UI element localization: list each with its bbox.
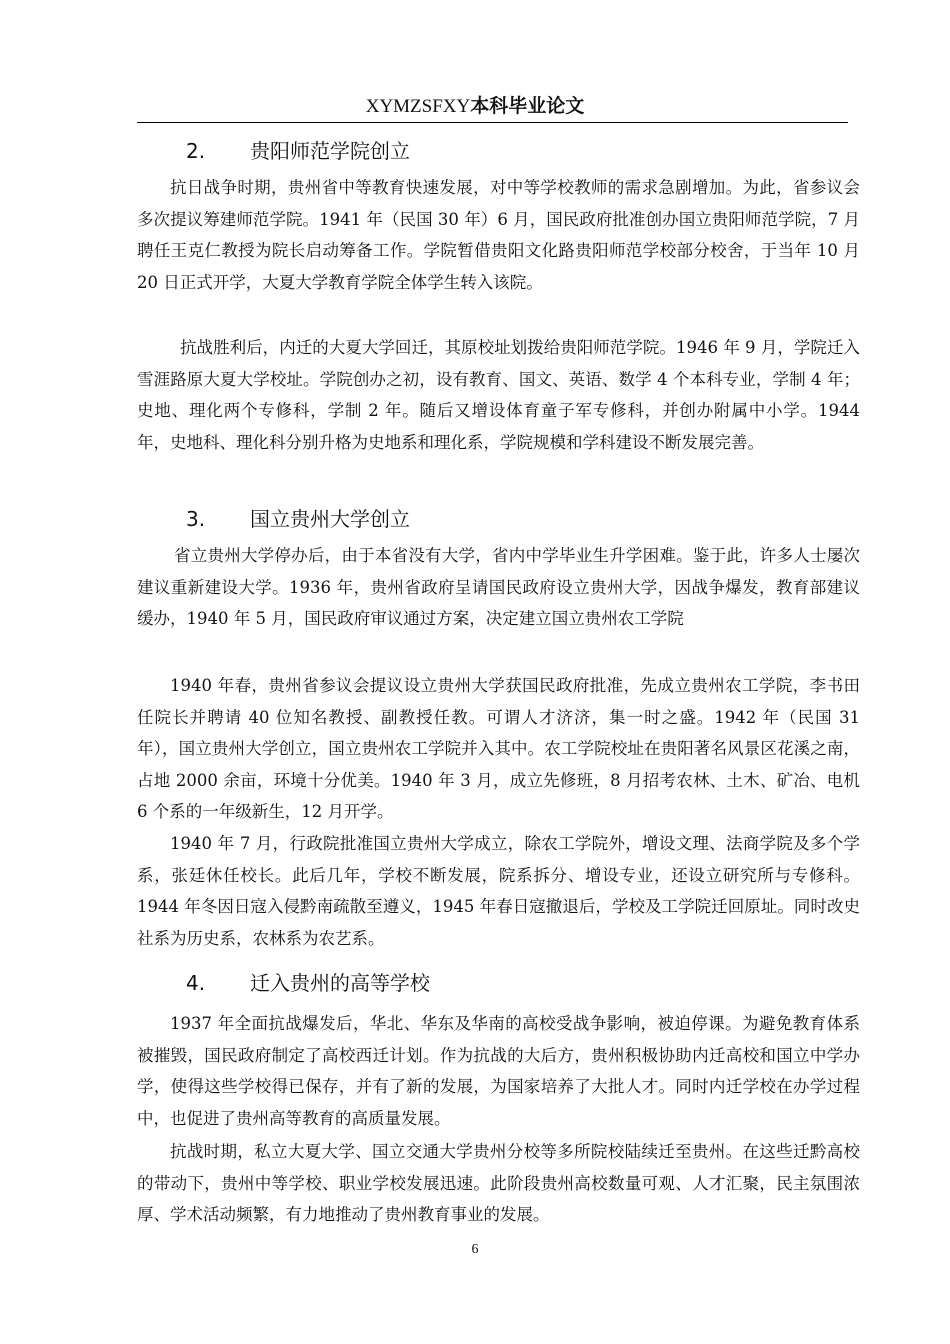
section-heading-4 bbox=[186, 970, 430, 996]
section-number: 4. bbox=[186, 971, 206, 995]
paragraph: 1940 年 7 月，行政院批准国立贵州大学成立，除农工学院外，增设文理、法商学院及多个学系，张廷休任校长。此后几年，学校不断发展，院系拆分、增设专业，还设立研究所与专修科。1944 年冬因日寇入侵黔南疏散至遵义，1945 年春日寇撤退后，学校及工学院迁回原址。同时改史社系为历史系，农林系为农艺系。 bbox=[137, 834, 860, 948]
section-heading-2 bbox=[186, 138, 410, 164]
header-rule bbox=[137, 122, 848, 123]
header-label: 本科毕业论文 bbox=[470, 95, 585, 117]
section-title: 国立贵州大学创立 bbox=[250, 507, 410, 531]
section-number: 2. bbox=[186, 139, 206, 163]
section-heading-3 bbox=[186, 506, 410, 532]
paragraph: 抗日战争时期，贵州省中等教育快速发展，对中等学校教师的需求急剧增加。为此，省参议会多次提议筹建师范学院。1941 年（民国 30 年）6 月，国民政府批准创办国立贵阳师范学院，7 月聘任王克仁教授为院长启动筹备工作。学院暂借贵阳文化路贵阳师范学校部分校舍，于当年 10 月 20 日正式开学，大夏大学教育学院全体学生转入该院。 bbox=[137, 178, 860, 292]
paragraph: 抗战胜利后，内迁的大夏大学回迁，其原校址划拨给贵阳师范学院。1946 年 9 月，学院迁入雪涯路原大夏大学校址。学院创办之初，设有教育、国文、英语、数学 4 个本科专业，学制 4 年；史地、理化两个专修科，学制 2 年。随后又增设体育童子军专修科，并创办附属中小学。1944 年，史地科、理化科分别升格为史地系和理化系，学院规模和学科建设不断发展完善。 bbox=[137, 338, 860, 452]
page-header bbox=[0, 94, 950, 119]
paragraph: 1940 年春，贵州省参议会提议设立贵州大学获国民政府批准，先成立贵州农工学院，李书田任院长并聘请 40 位知名教授、副教授任教。可谓人才济济，集一时之盛。1942 年（民国 31 年），国立贵州大学创立，国立贵州农工学院并入其中。农工学院校址在贵阳著名风景区花溪之南，占地 2000 余亩，环境十分优美。1940 年 3 月，成立先修班，8 月招考农林、土木、矿冶、电机 6 个系的一年级新生，12 月开学。 bbox=[137, 676, 860, 821]
section-number: 3. bbox=[186, 507, 206, 531]
paragraph: 省立贵州大学停办后，由于本省没有大学，省内中学毕业生升学困难。鉴于此，许多人士屡次建议重新建设大学。1936 年，贵州省政府呈请国民政府设立贵州大学，因战争爆发，教育部建议缓办，1940 年 5 月，国民政府审议通过方案，决定建立国立贵州农工学院 bbox=[137, 546, 860, 628]
paragraph: 抗战时期，私立大夏大学、国立交通大学贵州分校等多所院校陆续迁至贵州。在这些迁黔高校的带动下，贵州中等学校、职业学校发展迅速。此阶段贵州高校数量可观、人才汇聚，民主氛围浓厚、学术活动频繁，有力地推动了贵州教育事业的发展。 bbox=[137, 1142, 860, 1224]
section-title: 贵阳师范学院创立 bbox=[250, 139, 410, 163]
page-number: 6 bbox=[471, 1242, 479, 1257]
section-title: 迁入贵州的高等学校 bbox=[250, 971, 430, 995]
header-code: XYMZSFXY bbox=[365, 96, 471, 117]
paragraph: 1937 年全面抗战爆发后，华北、华东及华南的高校受战争影响，被迫停课。为避免教育体系被摧毁，国民政府制定了高校西迁计划。作为抗战的大后方，贵州积极协助内迁高校和国立中学办学，使得这些学校得已保存，并有了新的发展，为国家培养了大批人才。同时内迁学校在办学过程中，也促进了贵州高等教育的高质量发展。 bbox=[137, 1014, 860, 1128]
